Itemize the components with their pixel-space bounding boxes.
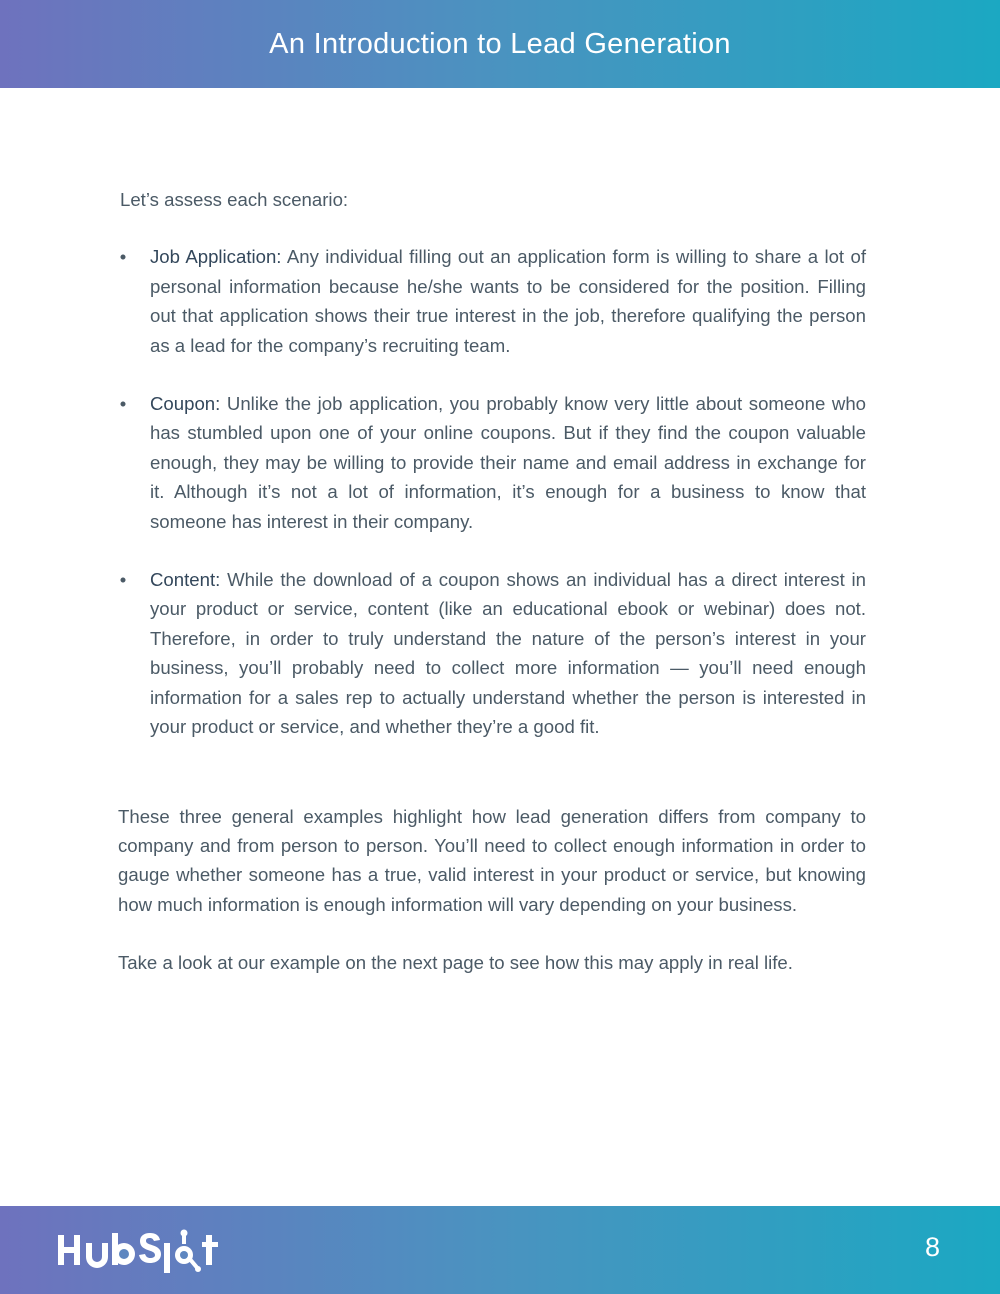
list-item <box>118 389 866 536</box>
list-item-term: Coupon: <box>150 393 221 415</box>
bullet-icon: • <box>119 393 127 415</box>
page-title: An Introduction to Lead Generation <box>269 27 731 60</box>
list-item-term: Content: <box>150 569 221 591</box>
list-item-term: Job Application: <box>150 246 282 268</box>
page-number: 8 <box>924 1232 940 1262</box>
hubspot-logo <box>58 1229 228 1273</box>
scenario-list <box>118 242 866 741</box>
list-item <box>118 242 866 360</box>
bullet-icon: • <box>119 246 127 268</box>
list-item-text: Any individual filling out an application form is willing to share a lot of personal information because he/she wants to be considered for the position. Filling out that application shows their true interest in the job, therefore qualifying the person as a lead for the company’s recruiting team. <box>150 246 866 356</box>
bullet-icon: • <box>119 569 127 591</box>
list-item-text: Unlike the job application, you probably know very little about someone who has stumbled upon one of your online coupons. But if they find the coupon valuable enough, they may be willing to provide their name and email address in exchange for it. Although it’s not a lot of information, it’s enough for a business to know that someone has interest in their company. <box>150 393 866 532</box>
next-page-paragraph: Take a look at our example on the next page to see how this may apply in real life. <box>118 952 793 974</box>
page-content <box>118 185 866 1007</box>
intro-text: Let’s assess each scenario: <box>120 189 349 210</box>
page-header <box>0 0 1000 88</box>
list-item <box>118 565 866 741</box>
summary-paragraph: These three general examples highlight how lead generation differs from company to company and from person to person. You’ll need to collect enough information in order to gauge whether someone has a true, valid interest in your product or service, but knowing how much information is enough information will vary depending on your business. <box>118 805 866 915</box>
hubspot-logo-icon <box>58 1229 228 1273</box>
list-item-text: While the download of a coupon shows an individual has a direct interest in your product or service, content (like an educational ebook or webinar) does not. Therefore, in order to truly understand the nature of the person’s interest in your business, you’ll probably need to collect more information — you’ll need enough information for a sales rep to actually understand whether the person is interested in your product or service, and whether they’re a good fit. <box>150 569 866 738</box>
